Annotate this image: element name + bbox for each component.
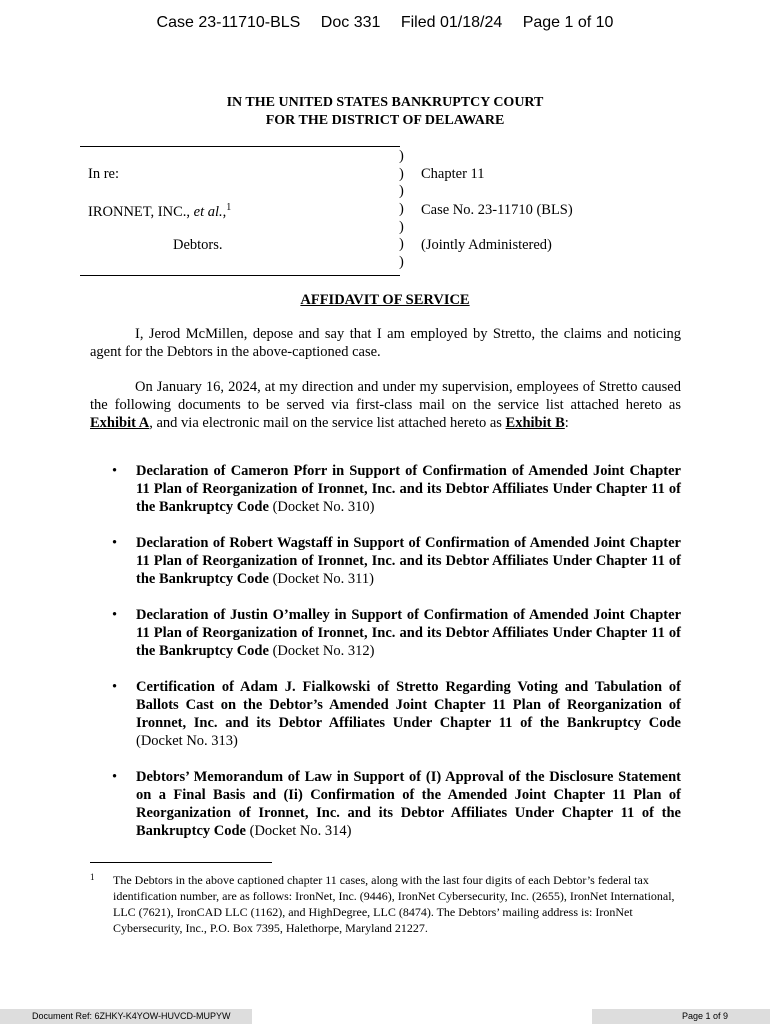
exhibit-b-ref: Exhibit B [505,415,565,431]
case-number: Case 23-11710-BLS [156,14,301,31]
bullet-icon: • [112,607,118,623]
bullet-icon: • [112,769,118,785]
served-documents-list [90,462,681,858]
footnote-text: The Debtors in the above captioned chapter 11 cases, along with the last four digits of each Debtor’s federal tax identification number, are as follows: IronNet, Inc. (9446), IronNet Cybersecurity, Inc. (2655), IronNet International, LLC (7621), IronCAD LLC (1162), and HighDegree, LLC (8474). The Debtors’ mailing address is: IronNet Cybersecurity, Inc., P.O. Box 7395, Halethorpe, Maryland 21227. [113,873,675,935]
page-ref: Page 1 of 9 [592,1009,770,1024]
bullet-icon: • [112,679,118,695]
case-header [0,14,770,32]
caption-chapter: Chapter 11 [421,166,485,182]
affidavit-title: AFFIDAVIT OF SERVICE [300,292,470,308]
caption-bottom-rule [80,275,400,276]
court-title-line1: IN THE UNITED STATES BANKRUPTCY COURT [226,95,544,110]
caption-case-no: Case No. 23-11710 (BLS) [421,202,573,218]
caption-debtors-label: Debtors. [173,237,223,253]
doc-number: Doc 331 [320,14,381,31]
caption-top-rule [80,146,400,147]
list-item: • Certification of Adam J. Fialkowski of Stretto Regarding Voting and Tabulation of Ballots Cast on the Debtor’s Amended Joint Chapter 11 Plan of Reorganization of Ironnet, Inc. and its Debtor Affiliates Under Chapter 11 of the Bankruptcy Code (Docket No. 313) [112,679,681,749]
caption-et-al: et al. [193,203,223,220]
filed-date: Filed 01/18/24 [400,14,503,31]
court-title [0,94,770,130]
document-ref: Document Ref: 6ZHKY-K4YOW-HUVCD-MUPYW [0,1009,252,1024]
list-item: • Declaration of Robert Wagstaff in Support of Confirmation of Amended Joint Chapter 11 Plan of Reorganization of Ironnet, Inc. and its Debtor Affiliates Under Chapter 11 of the Bankruptcy Code (Docket No. 311) [112,535,681,587]
footnote [90,872,681,936]
caption-parentheses: ) ) ) ) ) ) ) [399,148,404,271]
list-item: • Debtors’ Memorandum of Law in Support of (I) Approval of the Disclosure Statement on a Final Basis and (Ii) Confirmation of the Amended Joint Chapter 11 Plan of Reorganization of Ironnet, Inc. and its Debtor Affiliates Under Chapter 11 of the Bankruptcy Code (Docket No. 314) [112,769,681,839]
bullet-icon: • [112,535,118,551]
footnote-ref: 1 [226,202,232,213]
caption-jointly-administered: (Jointly Administered) [421,237,552,253]
exhibit-a-ref: Exhibit A [90,415,150,431]
caption-debtor: IRONNET, INC., et al.,$^1$ [88,202,232,220]
list-item: • Declaration of Cameron Pforr in Support of Confirmation of Amended Joint Chapter 11 Plan of Reorganization of Ironnet, Inc. and its Debtor Affiliates Under Chapter 11 of the Bankruptcy Code (Docket No. 310) [112,463,681,515]
page-indicator: Page 1 of 10 [522,14,614,31]
paragraph-1: I, Jerod McMillen, depose and say that I am employed by Stretto, the claims and noticing agent for the Debtors in the above-captioned case. [90,326,681,360]
paragraph-2: On January 16, 2024, at my direction and under my supervision, employees of Stretto caused the following documents to be served via first-class mail on the service list attached hereto as Exhibit A, and via electronic mail on the service list attached hereto as Exhibit B: [90,379,681,431]
caption-in-re: In re: [88,166,119,182]
list-item: • Declaration of Justin O’malley in Support of Confirmation of Amended Joint Chapter 11 Plan of Reorganization of Ironnet, Inc. and its Debtor Affiliates Under Chapter 11 of the Bankruptcy Code (Docket No. 312) [112,607,681,659]
bullet-icon: • [112,463,118,479]
court-title-line2: FOR THE DISTRICT OF DELAWARE [265,113,505,128]
footnote-rule [90,862,272,863]
footnote-number: 1 [90,872,95,882]
